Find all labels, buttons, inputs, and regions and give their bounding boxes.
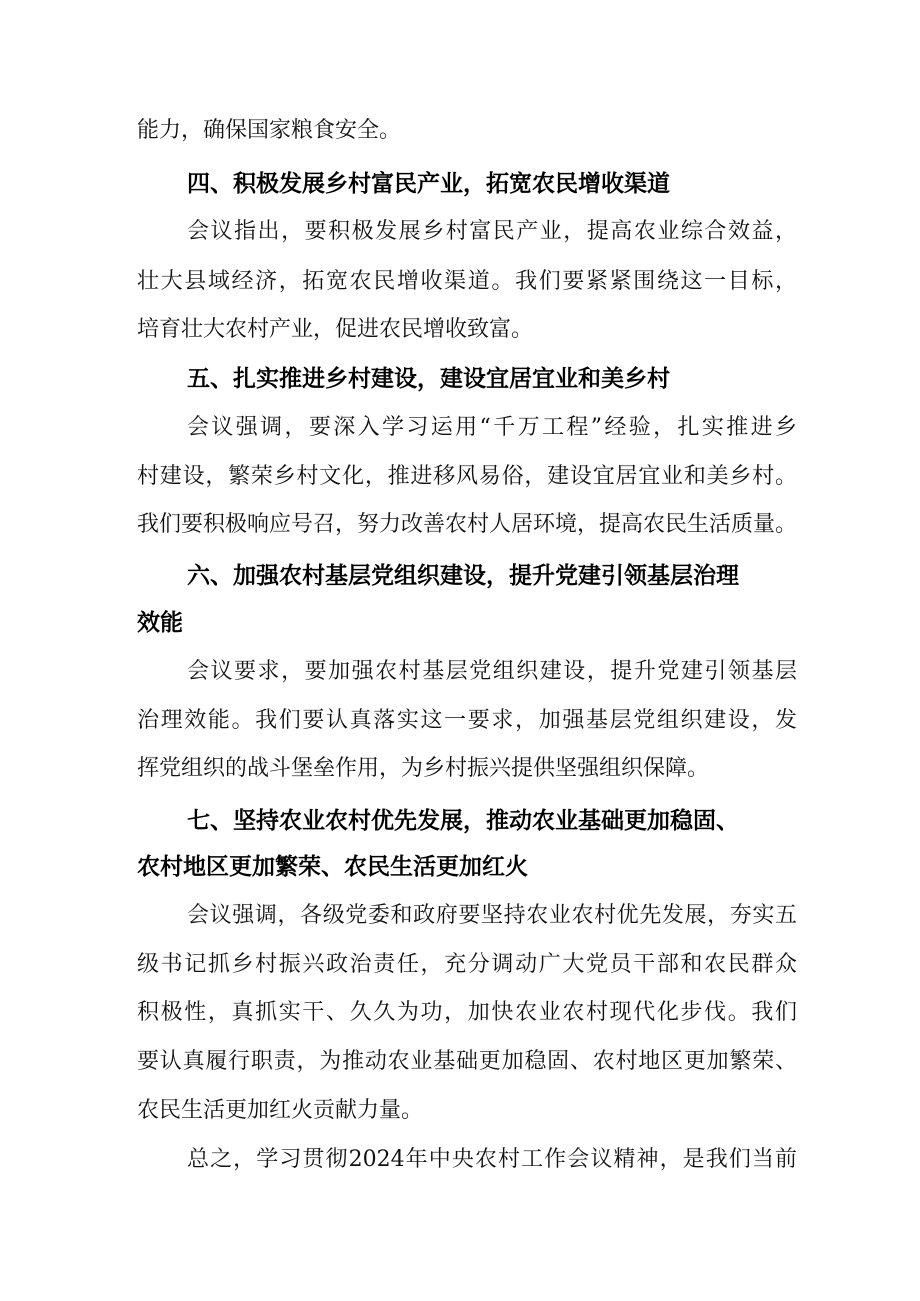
paragraph-line: 能力，确保国家粮食安全。	[137, 118, 402, 143]
paragraph-line: 壮大县域经济，拓宽农民增收渠道。我们要紧紧围绕这一目标，	[137, 269, 797, 294]
section-heading-6-cont: 效能	[137, 610, 183, 636]
section-heading-7-cont: 农村地区更加繁荣、农民生活更加红火	[137, 854, 528, 880]
paragraph-line: 要认真履行职责，为推动农业基础更加稳固、农村地区更加繁荣、	[137, 1049, 797, 1074]
paragraph-line: 农民生活更加红火贡献力量。	[137, 1098, 424, 1123]
paragraph-line: 治理效能。我们要认真落实这一要求，加强基层党组织建设，发	[137, 708, 797, 733]
paragraph-line: 挥党组织的战斗堡垒作用，为乡村振兴提供坚强组织保障。	[137, 756, 710, 781]
paragraph-line: 积极性，真抓实干、久久为功，加快农业农村现代化步伐。我们	[137, 1000, 797, 1025]
section-heading-4: 四、积极发展乡村富民产业，拓宽农民增收渠道	[187, 171, 670, 197]
section-heading-5: 五、扎实推进乡村建设，建设宜居宜业和美乡村	[187, 366, 670, 392]
paragraph-line: 培育壮大农村产业，促进农民增收致富。	[137, 317, 534, 342]
section-heading-7: 七、坚持农业农村优先发展，推动农业基础更加稳固、	[187, 808, 739, 834]
paragraph-line: 级书记抓乡村振兴政治责任，充分调动广大党员干部和农民群众	[137, 952, 797, 977]
section-heading-6: 六、加强农村基层党组织建设，提升党建引领基层治理	[187, 563, 739, 589]
paragraph-line: 会议强调，要深入学习运用“千万工程”经验，扎实推进乡	[187, 415, 797, 440]
paragraph-line: 我们要积极响应号召，努力改善农村人居环境，提高农民生活质量。	[137, 512, 798, 537]
paragraph-line: 总之，学习贯彻2024年中央农村工作会议精神，是我们当前	[187, 1147, 797, 1172]
paragraph-line: 会议要求，要加强农村基层党组织建设，提升党建引领基层	[187, 659, 797, 684]
paragraph-line: 会议强调，各级党委和政府要坚持农业农村优先发展，夯实五	[187, 903, 797, 928]
paragraph-line: 村建设，繁荣乡村文化，推进移风易俗，建设宜居宜业和美乡村。	[137, 464, 797, 489]
paragraph-line: 会议指出，要积极发展乡村富民产业，提高农业综合效益，	[187, 219, 797, 244]
